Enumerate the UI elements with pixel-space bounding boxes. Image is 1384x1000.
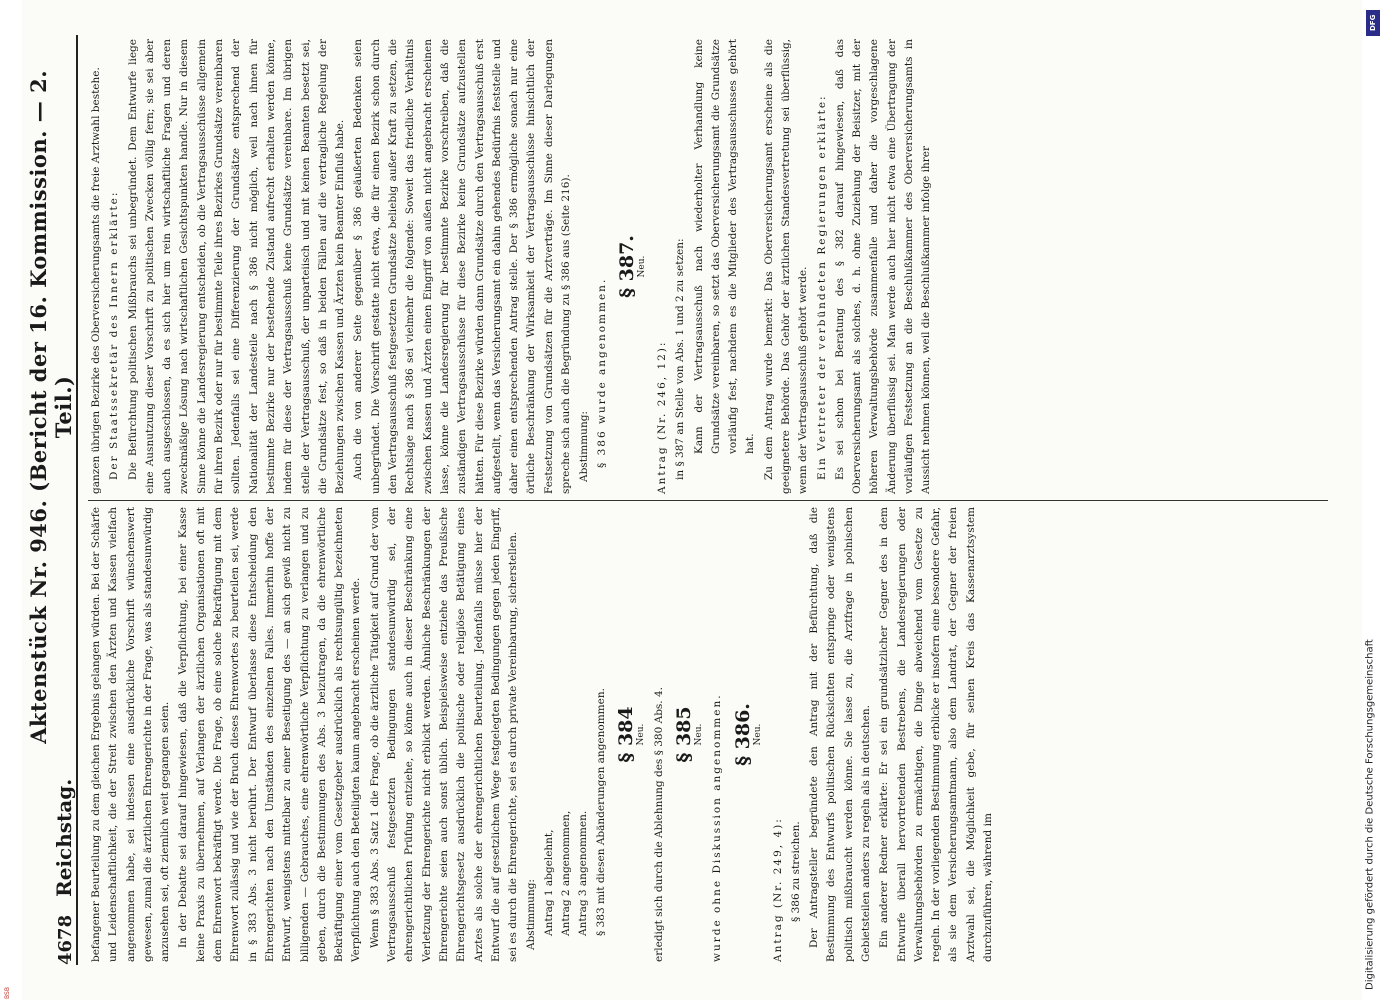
vote-block xyxy=(523,507,609,950)
vote-line: § 383 mit diesen Abänderungen angenommen. xyxy=(594,688,607,936)
section-heading-387: § 387. xyxy=(615,235,638,298)
paragraph: Ein anderer Redner erklärte: Er sei ein grundsätzlicher Gegner des in dem Entwurfe überall hervortretenden Bestrebens, die Landesregierungen oder Verwaltungsbehörden zu ermächtigen, die Dinge abweichend vom Gesetze zu regeln. In der vorliegenden Bestimmung erblicke er insofern eine besondere Gefahr, als sie dem Versicherungsamtmann, also dem Landrat, der Gegner der freien Arztwahl sei, die Möglichkeit gebe, für seinen Kreis das Kassenarztsystem durchzuführen, während im xyxy=(878,507,995,962)
vote-block xyxy=(576,39,611,482)
section-heading-384: § 384 xyxy=(614,706,637,763)
section-heading-386: § 386. xyxy=(731,703,754,766)
motion-text: in § 387 an Stelle von Abs. 1 und 2 zu setzen: xyxy=(674,238,687,480)
page-number: 4678 xyxy=(55,914,76,965)
left-column xyxy=(88,507,998,962)
document-title: Aktenstück Nr. 946. (Bericht der 16. Kommission. — 2. Teil.) xyxy=(26,69,76,744)
speaker-line: Ein Vertreter der verbündeten Regierungen erklärte: xyxy=(815,94,828,480)
paragraph: Zu dem Antrag wurde bemerkt: Das Oberversicherungsamt erscheine als die geeignetere Behörde. Das Gehör der ärztlichen Standesvertretung sei überflüssig, wenn der Vertragsausschuß gehört werde. xyxy=(762,39,810,494)
motion-quote: Kann der Vertragsausschuß nach wiederholter Verhandlung keine Grundsätze vereinbaren, so setzt das Oberversicherungsamt die Grundsätze vorläufig fest, nachdem es die Mitglieder des Vertragsausschusses gehört hat. xyxy=(692,39,757,454)
section-heading-385: § 385 xyxy=(673,706,696,763)
motion-text: § 386 zu streichen. xyxy=(789,821,802,922)
paragraph: erledigt sich durch die Ablehnung des § 380 Abs. 4. xyxy=(652,686,665,962)
dfg-logo: DFG xyxy=(1366,10,1380,36)
publication-title: Reichstag. xyxy=(52,778,76,897)
section-note: Neu. xyxy=(636,255,647,278)
paragraph: In der Debatte sei darauf hingewiesen, daß die Verpflichtung, bei einer Kasse keine Praxis zu übernehmen, auf Verlangen der ärztlichen Organisationen oft mit dem Ehrenwort bekräftigt werde. Die Frage, ob eine solche Bekräftigung mit dem Ehrenwort zulässig und wie der Bruch dieses Ehrenwortes zu beurteilen sei, werde in § 383 Abs. 3 nicht berührt. Der Entwurf überlasse diese Entscheidung den Ehrengerichten nach den Umständen des einzelnen Falles. Immerhin hoffe der Entwurf, wenigstens mittelbar zu einer Beseitigung des — an sich gewiß nicht zu billigenden — Gebrauches, eine ehrenwörtliche Verpflichtung zu verlangen und zu geben, durch die Bestimmungen des Abs. 3 beizutragen, da die ehrenwörtliche Bekräftigung einer vom Gesetzgeber ausdrücklich als rechtsungültig bezeichneten Verpflichtung auch den Beteiligten kaum angebracht erscheinen werde. xyxy=(177,507,363,962)
vote-line: Antrag 2 angenommen, xyxy=(560,810,573,936)
vote-label: Abstimmung: xyxy=(578,411,591,482)
paragraph: Wenn § 383 Abs. 3 Satz 1 die Frage, ob die ärztliche Tätigkeit auf Grund der vom Vertragsausschuß festgesetzten Bedingungen standesunwürdig sei, der ehrengerichtlichen Prüfung entziehe, so könne auch in dieser Beschränkung eine Verletzung der Ehrengerichte nicht erblickt werden. Ähnliche Beschränkungen der Ehrengerichte seien auch sonst üblich. Beispielsweise entziehe das Preußische Ehrengerichtsgesetz ausdrücklich die politische oder religiöse Betätigung eines Arztes als solche der ehrengerichtlichen Beurteilung. Jedenfalls müsse hier der Entwurf die auf gesetzlichem Wege festgelegten Bedingungen gegen jeden Eingriff, sei es durch die Ehrengerichte, sei es durch private Vereinbarung, sicherstellen. xyxy=(368,507,520,962)
vote-line: § 386 wurde angenommen. xyxy=(595,277,608,468)
paragraph: befangener Beurteilung zu dem gleichen Ergebnis gelangen würden. Bei der Schärfe und Leidenschaftlichkeit, die der Streit zwischen den Ärzten und Kassen vielfach angenommen habe, sei indessen eine ausdrückliche Vorschrift wünschenswert gewesen, zumal die ärztlichen Ehrengerichte in der Frage, was als standesunwürdig anzusehen sei, oft ziemlich weit gegangen seien. xyxy=(90,507,172,962)
section-note: Neu. xyxy=(752,723,763,746)
digitization-credit: Digitalisierung gefördert durch die Deutsche Forschungsgemeinschaft xyxy=(1364,639,1376,990)
section-note: Neu. xyxy=(635,723,646,746)
motion-label: Antrag (Nr. 246, 12): xyxy=(655,340,668,494)
motion-label: Antrag (Nr. 249, 4): xyxy=(771,817,784,962)
column-divider xyxy=(88,500,1328,501)
paragraph: wurde ohne Diskussion angenommen. xyxy=(711,693,724,962)
paragraph: Es sei schon bei Beratung des § 382 darauf hingewiesen, daß das Oberversicherungsamt als solches, d. h. ohne Zuziehung der Beisitzer, mit der höheren Verwaltungsbehörde zusammenfalle und daher die vorgeschlagene Änderung überflüssig sei. Man werde auch hier nicht etwa eine Übertragung der vorläufigen Festsetzung an die Beschlußkammer des Oberversicherungsamts in Aussicht nehmen können, weil die Beschlußkammer infolge ihrer xyxy=(833,39,933,494)
right-column xyxy=(88,39,937,494)
vote-label: Abstimmung: xyxy=(525,879,538,950)
library-mark: BSB xyxy=(4,987,11,999)
vote-line: Antrag 3 angenommen. xyxy=(577,810,590,936)
paragraph: Auch die von anderer Seite gegenüber § 386 geäußerten Bedenken seien unbegründet. Die Vorschrift gestatte nicht etwa, die für einen Bezirk schon durch den Vertragsausschuß festgesetzten Grundsätze beliebig außer Kraft zu setzen, die Rechtslage nach § 386 sei vielmehr die folgende: Soweit das friedliche Verhältnis zwischen Kassen und Ärzten einen Eingriff von außen nicht angebracht erscheinen lasse, könne die Landesregierung für bestimmte Bezirke vorschreiben, daß die zuständigen Vertragsausschüsse für diese Bezirke keine Grundsätze aufzustellen hätten. Für diese Bezirke würden dann Grundsätze durch den Vertragsausschuß erst aufgestellt, wenn das Versicherungsamt ein dahin gehendes Bedürfnis feststelle und daher einen entsprechenden Antrag stelle. Der § 386 ermögliche sonach nur eine örtliche Beschränkung der Wirksamkeit der Vertragsausschüsse hinsichtlich der Festsetzung von Grundsätzen für die Arztverträge. Im Sinne dieser Darlegungen spreche sich auch die Begründung zu § 386 aus (Seite 216). xyxy=(352,39,573,494)
document-page xyxy=(22,0,1362,1000)
paragraph: ganzen übrigen Bezirke des Oberversicherungsamts die freie Arztwahl bestehe. xyxy=(90,67,102,494)
speaker-line: Der Staatssekretär des Innern erklärte: xyxy=(108,190,121,480)
section-note: Neu. xyxy=(694,723,705,746)
paragraph: Die Befürchtung politischen Mißbrauchs sei unbegründet. Dem Entwurfe liege eine Ausnutzung dieser Vorschrift zu politischen Zwecken völlig fern; sie sei aber auch ausgeschlossen, da es sich hier um rein wirtschaftliche Fragen und deren zweckmäßige Lösung nach wirtschaftlichen Gesichtspunkten handle. Nur in diesem Sinne könne die Landesregierung entscheiden, ob die Vertragsausschüsse allgemein für ihren Bezirk oder nur für bestimmte Teile ihres Bezirkes Grundsätze vereinbaren sollten. Jedenfalls sei eine Differenzierung der Grundsätze entsprechend der Nationalität der Landesteile nach § 386 nicht möglich, weil nach ihnen für bestimmte Bezirke nur der bestehende Zustand aufrecht erhalten werden könne, indem für diese der Vertragsausschuß keine Grundsätze vereinbare. Im übrigen stelle der Vertragsausschuß, der unparteiisch und mit keinen Beamten besetzt sei, die Grundsätze fest, so daß in beiden Fällen auf die vertragliche Regelung der Beziehungen zwischen Kassen und Ärzten kein Beamter Einfluß habe. xyxy=(126,39,347,494)
running-head xyxy=(26,35,78,965)
vote-line: Antrag 1 abgelehnt, xyxy=(542,829,555,936)
paragraph: Der Antragsteller begründete den Antrag mit der Befürchtung, daß die Bestimmung des Entwurfs politischen Rücksichten entspringe oder wenigstens politisch mißbraucht werden könne. Sie lasse zu, die Arztfrage in polnischen Gebietsteilen anders zu regeln als in deutschen. xyxy=(808,507,872,962)
